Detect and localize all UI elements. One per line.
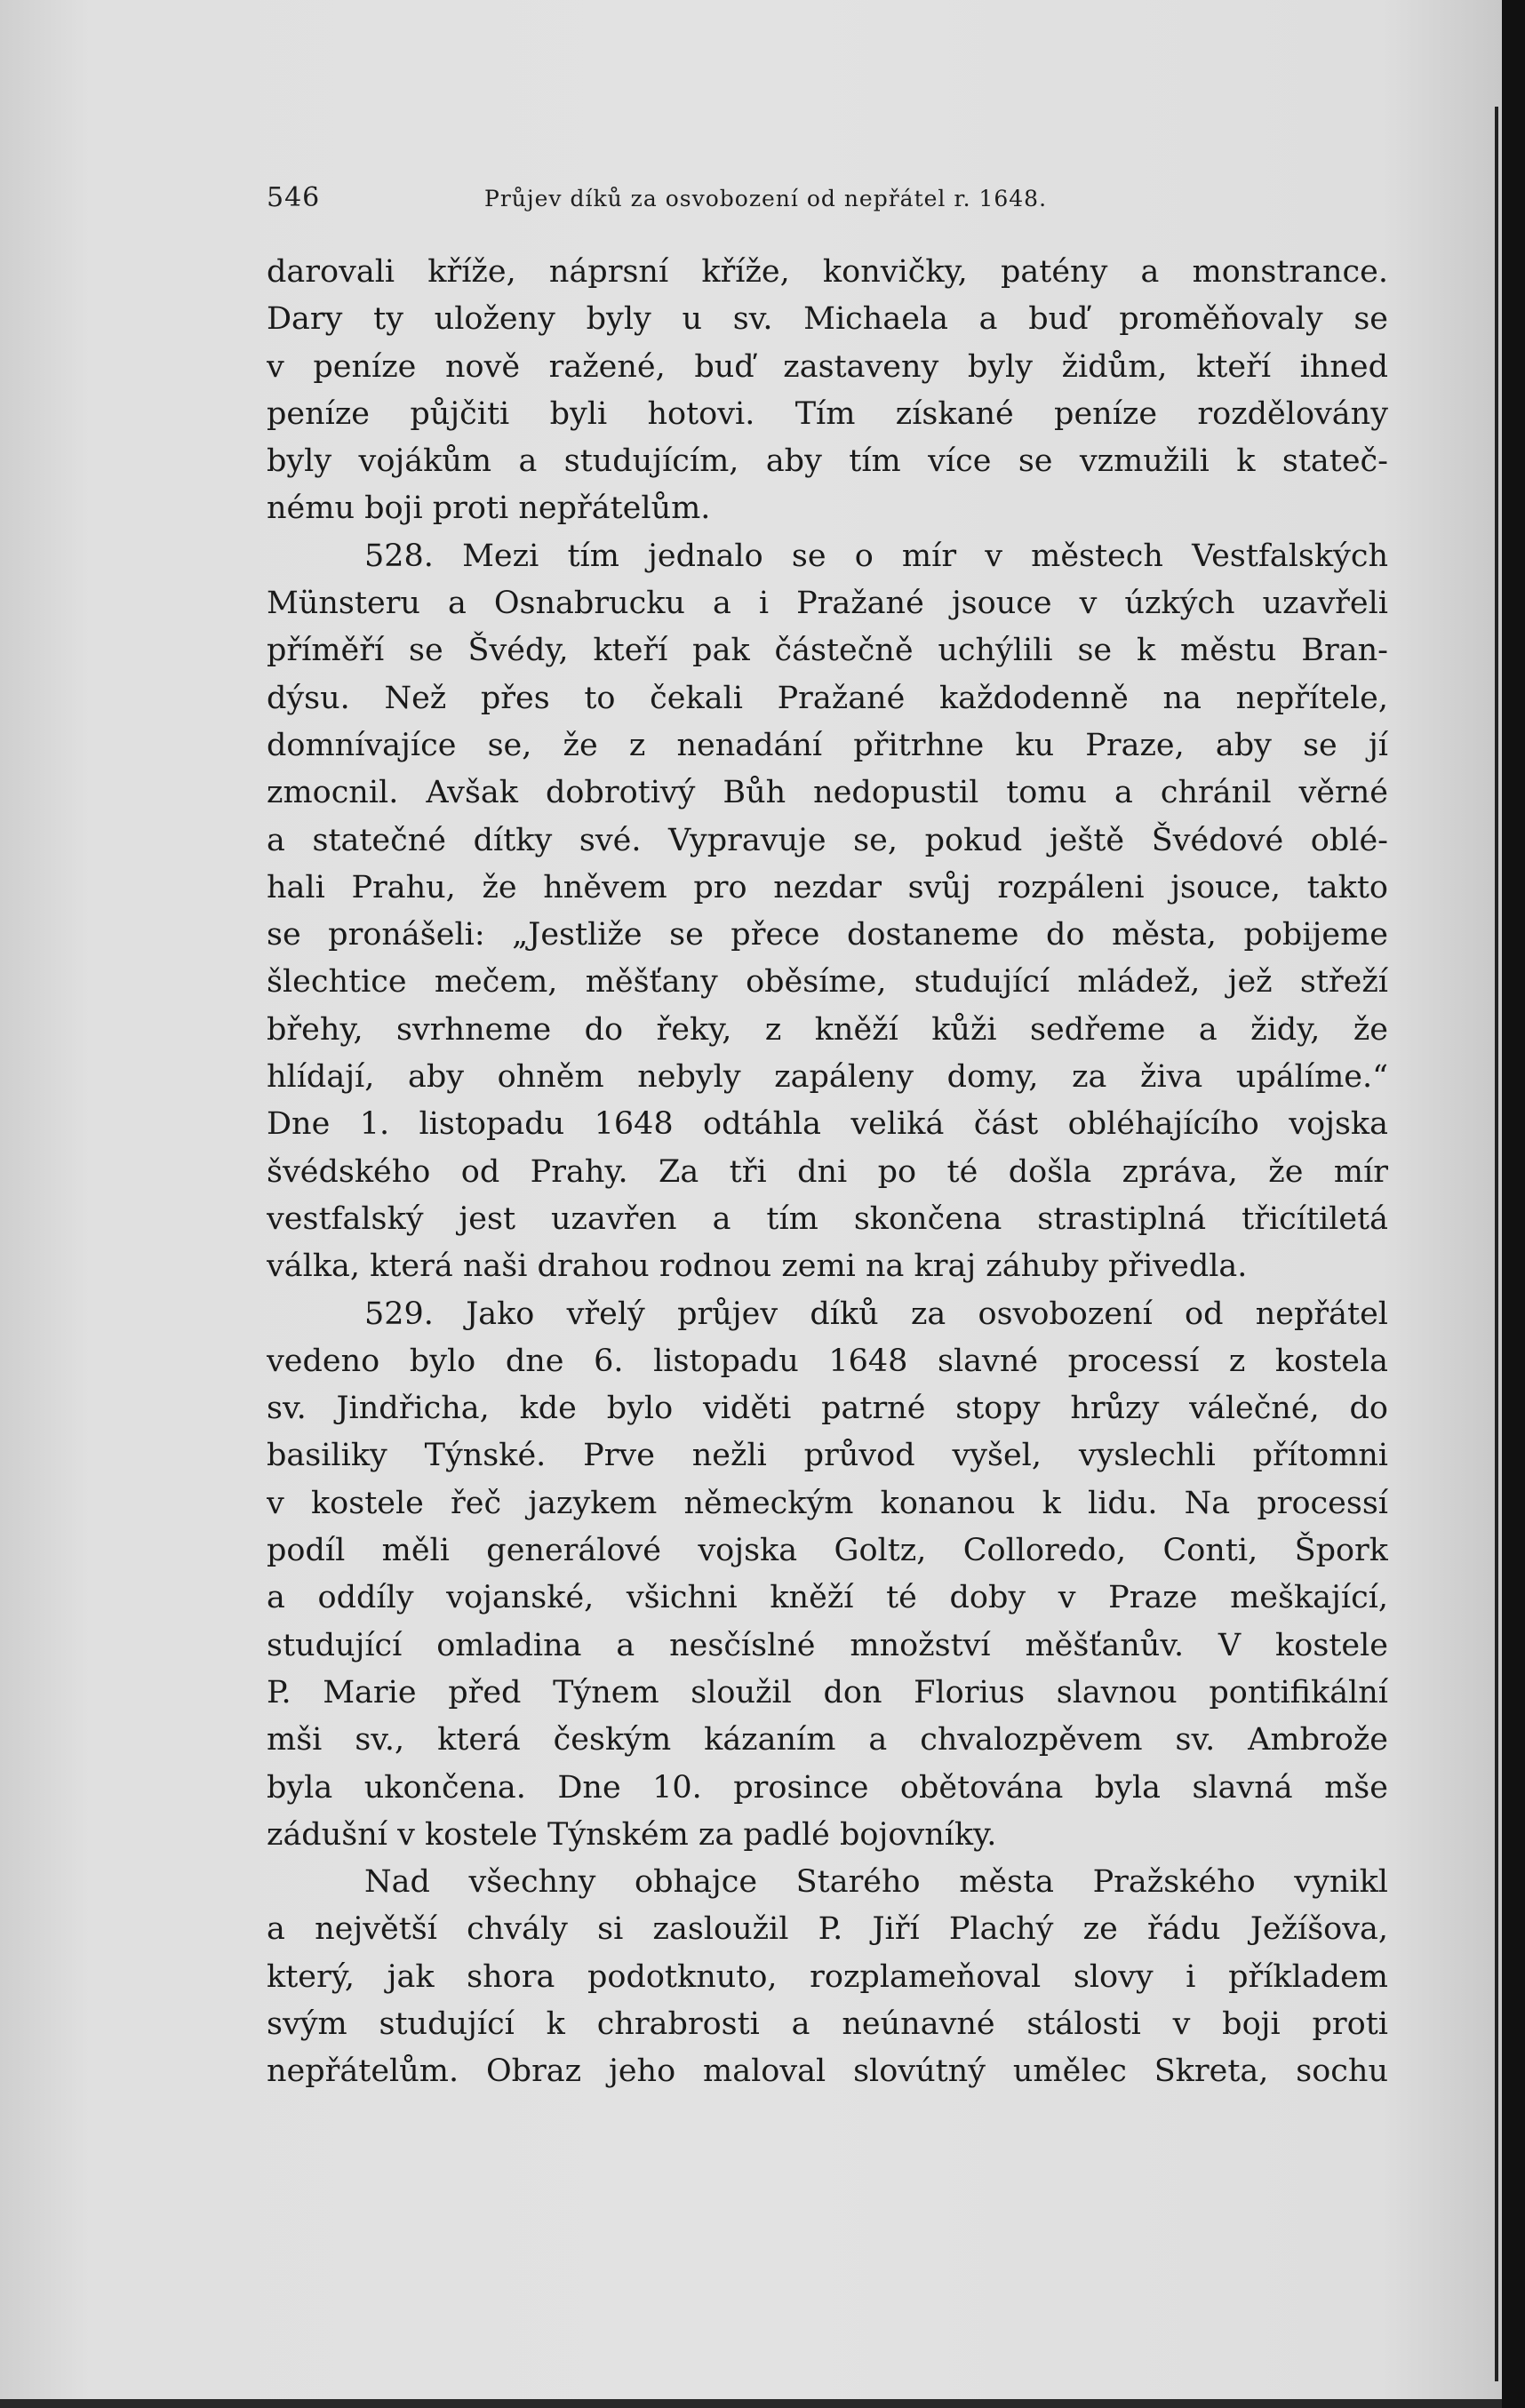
text-line: P. Marie před Týnem sloužil don Florius slavnou pontifikální <box>267 1674 1388 1710</box>
text-line: mši sv., která českým kázaním a chvalozpěvem sv. Ambrože <box>267 1722 1388 1758</box>
text-line: darovali kříže, náprsní kříže, konvičky, patény a monstrance. <box>267 254 1388 290</box>
text-line: zádušní v kostele Týnském za padlé bojovníky. <box>267 1816 997 1853</box>
text-line: dýsu. Než přes to čekali Pražané každodenně na nepřítele, <box>267 680 1388 716</box>
text-line: Münsteru a Osnabrucku a i Pražané jsouce v úzkých uzavřeli <box>267 586 1388 622</box>
text-line: sv. Jindřicha, kde bylo viděti patrné stopy hrůzy válečné, do <box>267 1391 1388 1427</box>
text-line: válka, která naši drahou rodnou zemi na kraj záhuby přivedla. <box>267 1248 1248 1285</box>
text-line: peníze půjčiti byli hotovi. Tím získané peníze rozdělovány <box>267 395 1388 432</box>
text-line: svým studující k chrabrosti a neúnavné stálosti v boji proti <box>267 2005 1388 2042</box>
text-line: příměří se Švédy, kteří pak částečně uchýlili se k městu Bran- <box>267 633 1388 669</box>
running-head: Průjev díků za osvobození od nepřátel r. 1648. <box>484 186 1048 211</box>
text-line: podíl měli generálové vojska Goltz, Colloredo, Conti, Špork <box>267 1533 1388 1569</box>
paragraph-start: Nad všechny obhajce Starého města Pražského vynikl <box>364 1864 1388 1901</box>
text-line: švédského od Prahy. Za tři dni po té došla zpráva, že mír <box>267 1153 1388 1190</box>
text-line: basiliky Týnské. Prve nežli průvod vyšel, vyslechli přítomni <box>267 1438 1388 1474</box>
text-line: v kostele řeč jazykem německým konanou k lidu. Na processí <box>267 1485 1388 1521</box>
page-edge-line <box>1495 107 1498 2381</box>
text-line: a oddíly vojanské, všichni kněží té doby v Praze meškající, <box>267 1580 1388 1616</box>
text-line: který, jak shora podotknuto, rozplameňoval slovy i příkladem <box>267 1958 1388 1995</box>
text-line: nepřátelům. Obraz jeho maloval slovútný umělec Skreta, sochu <box>267 2053 1388 2090</box>
text-line: hali Prahu, že hněvem pro nezdar svůj rozpáleni jsouce, takto <box>267 869 1388 905</box>
page-header <box>267 182 1386 227</box>
text-line: šlechtice mečem, měšťany oběsíme, studující mládež, jež střeží <box>267 964 1388 1001</box>
text-line: Dary ty uloženy byly u sv. Michaela a buď proměňovaly se <box>267 301 1388 338</box>
text-line: a největší chvály si zasloužil P. Jiří Plachý ze řádu Ježíšova, <box>267 1911 1388 1948</box>
text-line: domnívajíce se, že z nenadání přitrhne ku Praze, aby se jí <box>267 727 1388 763</box>
paragraph-start-528: 528. Mezi tím jednalo se o mír v městech Vestfalských <box>364 538 1388 574</box>
text-line: Dne 1. listopadu 1648 odtáhla veliká část obléhajícího vojska <box>267 1106 1388 1143</box>
text-line: studující omladina a nesčíslné množství měšťanův. V kostele <box>267 1627 1388 1663</box>
text-line: se pronášeli: „Jestliže se přece dostaneme do města, pobijeme <box>267 917 1388 953</box>
text-line: vedeno bylo dne 6. listopadu 1648 slavné processí z kostela <box>267 1343 1388 1379</box>
text-line: hlídají, aby ohněm nebyly zapáleny domy, za živa upálíme.“ <box>267 1059 1388 1096</box>
paragraph-start-529: 529. Jako vřelý průjev díků za osvobození od nepřátel <box>364 1296 1388 1332</box>
text-line: byly vojákům a studujícím, aby tím více se vzmužili k stateč- <box>267 443 1388 480</box>
text-line: byla ukončena. Dne 10. prosince obětována byla slavná mše <box>267 1769 1388 1806</box>
text-line: vestfalský jest uzavřen a tím skončena strastiplná třicítiletá <box>267 1200 1388 1237</box>
body-text <box>267 249 1388 2096</box>
page-number: 546 <box>267 182 321 213</box>
book-edge-shadow <box>1502 0 1525 2408</box>
text-line: v peníze nově ražené, buď zastaveny byly židům, kteří ihned <box>267 348 1388 385</box>
text-line: a statečné dítky své. Vypravuje se, pokud ještě Švédové oblé- <box>267 822 1388 858</box>
text-line: břehy, svrhneme do řeky, z kněží kůži sedřeme a židy, že <box>267 1011 1388 1048</box>
text-line: nému boji proti nepřátelům. <box>267 490 711 527</box>
text-line: zmocnil. Avšak dobrotivý Bůh nedopustil tomu a chránil věrné <box>267 775 1388 811</box>
